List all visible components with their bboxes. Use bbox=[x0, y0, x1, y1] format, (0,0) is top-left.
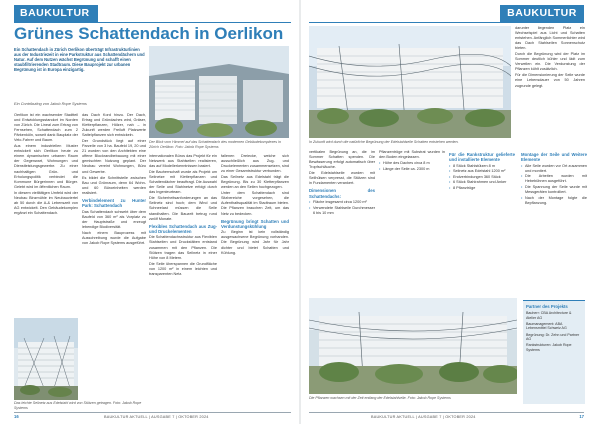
list-item: • Seilnetz aus Edelstahl 1200 m² bbox=[449, 169, 515, 174]
partner-item: Baumanagement: ABA Lebensmittel Schweiz AG bbox=[526, 321, 567, 331]
greenery-photo bbox=[309, 298, 517, 394]
right-page bbox=[301, 0, 600, 424]
list-item: • Die Spannung der Seile wurde mit Messgeräten kontrolliert. bbox=[521, 185, 587, 195]
building-photo-illustration bbox=[309, 26, 511, 138]
list-item: • 8 Pflanztröge bbox=[449, 186, 515, 191]
paragraph: Für die Dimensionierung der Seile wurde eine Lebensdauer von 50 Jahren zugrunde gelegt. bbox=[515, 73, 585, 88]
paragraph: In diesem vielfältigen Umfeld wird der Neubau Binzmühle im Neubauviertel ab 50 durch die A‑& Lebenszeit von AG entwickelt. Den Gebäudekomplex ergänzt ein Schattendach. bbox=[14, 190, 78, 215]
elements-list bbox=[449, 164, 515, 191]
body-column-1 bbox=[14, 113, 78, 217]
page-number: 16 bbox=[14, 414, 19, 419]
paragraph: Die Schattendachsstruktur aus Flexiblen Stahlseilen und Druckstäben entstand zusammen mit den Pflanzen. Die Stützen tragen das Seilnetz in einer Höhe von 8 Metern. bbox=[149, 235, 217, 260]
subheading: Begrünung bringt Schatten und Verdunstungskühlung bbox=[221, 218, 289, 229]
partners-title: Partner des Projekts bbox=[526, 304, 568, 309]
paragraph: das Dach Kord hinzu. Der Dach, Ertrag und Gründaches wird, Gräser, Kletterpflanzen, Hölzer, nah – in Zukunft werden Freiluft Platzwerte Sattelpflanzen sich entwickeln. bbox=[82, 113, 146, 138]
paragraph: Zu Beginn ist kein vollständig ausgewachsene Begrünung vorhanden. Die Begrünung wird Jahr für Jahr dichter und bietet Schatten und Kühlung. bbox=[221, 230, 289, 255]
paragraph: Die Edelstahlseile wurden mit Seilhülsen verpresst, die Stützen sind in Fundamenten verankert. bbox=[309, 171, 375, 186]
structure-photo bbox=[14, 318, 78, 400]
page-footer: BAUKULTUR AKTUELL | AUSGABE 7 | OKTOBER 2024 bbox=[104, 415, 209, 419]
body-column-a bbox=[309, 150, 375, 216]
subheading: Dimensionen des Schattendachs: bbox=[309, 188, 375, 199]
body-column-2 bbox=[82, 113, 146, 247]
aerial-photo-caption: Der Blick vom Himmel auf das Schattendach des modernen Gebäudekomplexes in Zürich Oerlikon. Foto: Jakob Rope Systems bbox=[149, 140, 281, 149]
aerial-photo-illustration bbox=[149, 46, 289, 138]
section-rule bbox=[309, 22, 584, 23]
paragraph: fallenen Dreiecke, welche sich ausschließlich aus Zug- und Druckelementen zusammensetzen, sind zu einer Gesamtstruktur verbunden. bbox=[221, 154, 289, 174]
body-column-right-top bbox=[515, 26, 585, 90]
list-item: • Höhe des Daches circa 8 m bbox=[379, 161, 445, 166]
paragraph: darunter liegenden Platz ein Wechselspiel aus Licht und Schatten entstehen. Anfänglich Sommerlichter wird das Dach Stahlseilen Sonnenschutz bieten. bbox=[515, 26, 585, 51]
list-item: • Endverbindungen 360 Stück bbox=[449, 175, 515, 180]
building-photo-caption: In Zukunft wird durch die natürliche Begrünung der Edelstahlseile Schatten entstehen werden. bbox=[309, 140, 459, 144]
paragraph: Der Grundstück liegt auf einer Parzelle von 3 ha. Baufeld 19, 20 und 21 wurden von den Architekten eine offene Blockrandbebauung mit einer gemischten Nutzung geplant. Der Neubau vereint Wohnungen, Büro und Gewerbe. bbox=[82, 139, 146, 174]
subheading: Montage der Seile und Weitere Elemente bbox=[521, 152, 587, 163]
list-item: • Fläche insgesamt circa 1200 m² bbox=[309, 200, 375, 205]
paragraph: Pflanzentröge mit Substrat wurden in den Boden eingelassen. bbox=[379, 150, 445, 160]
article-headline: Grünes Schattendach in Oerlikon bbox=[14, 24, 284, 43]
structure-photo-illustration bbox=[14, 318, 78, 400]
section-tab: BAUKULTUR bbox=[500, 5, 584, 22]
paragraph: Durch die Begrünung wird der Platz im Sommer deutlich kühler und lädt zum Verweilen ein. Die Verdunstung der Pflanzen kühlt zusätzlich. bbox=[515, 52, 585, 72]
section-rule bbox=[14, 22, 291, 23]
article-credit: Ein Contributing von Jakob Rope Systems bbox=[14, 101, 87, 106]
body-column-4 bbox=[221, 154, 289, 257]
list-item: • Verwendete Stahlseile Durchmesser 6 bis 10 mm bbox=[309, 206, 375, 216]
montage-list bbox=[521, 164, 587, 206]
subheading: Verbindelement zu Hunter Park: Schattendach bbox=[82, 197, 146, 209]
partner-item: Bauherr: CBA Architecture & Atelier AG bbox=[526, 311, 572, 320]
list-item: • Die Arbeiten wurden mit Hebebühnen ausgeführt. bbox=[521, 174, 587, 184]
footer-rule bbox=[14, 412, 291, 413]
body-column-b bbox=[379, 150, 445, 172]
body-column-3 bbox=[149, 154, 217, 278]
paragraph: Nach einem Bauprozess mit Ausschreibung wurde die Aufgabe von Jakob Rope Systems ausgeführt. bbox=[82, 230, 146, 245]
paragraph: Die Seile überspannen die Grundfläche von 1200 m² in einem leichten und transparenten Netz. bbox=[149, 261, 217, 276]
paragraph: Die Sicherheitsanforderungen an das Seilnetz sind hoch; dem Wind und Schneelast müssen die Seile standhalten. Die Bauzeit betrug rund zwölf Monate. bbox=[149, 196, 217, 221]
partner-item: Rankstrukturen: Jakob Rope Systems bbox=[526, 343, 572, 352]
list-item: • Länge der Seile ca. 2300 m bbox=[379, 167, 445, 172]
greenery-photo-illustration bbox=[309, 298, 517, 394]
footer-rule bbox=[309, 412, 584, 413]
greenery-photo-caption: Die Pflanzen wachsen mit der Zeit entlang der Edelstahlseile. Foto: Jakob Rope Systems bbox=[309, 396, 451, 400]
subheading: Für die Rankstruktur gelieferte und installierte Elemente bbox=[449, 152, 515, 163]
paragraph: Es bildet die Schnittstelle zwischen Bau und Grünraum, denn 64 Wohn‑ und 60 Büroeinheiten werden realisiert. bbox=[82, 175, 146, 195]
partner-item: Begrünung: Dr. Zehn und Partner AG bbox=[526, 332, 580, 342]
aerial-photo bbox=[149, 46, 289, 138]
paragraph: Das Seilnetz aus Edelstahl trägt die Begrünung. Bis zu 30 Kletterpflanzen werden an den Seilen hochgezogen. bbox=[221, 175, 289, 190]
page-number: 17 bbox=[579, 414, 584, 419]
list-item: • 6 Stück Stahlrahmen und Anker bbox=[449, 180, 515, 185]
left-page bbox=[0, 0, 299, 424]
paragraph: Aus einem industriellen Muster entwickelt sich Oerlikon heute zu einem dynamischen urbanen Raum der Gegenwart, Wohnungen und Dienstleistungsgewerbe. Zu einer nachhaltigen Grün‑ und Erholungspolitik verbindet die Kommune Bürgerinnen und Bürger. Gelebt wird im öffentlichen Raum. bbox=[14, 144, 78, 189]
list-item: • Alle Seile wurden vor Ort zusammen und montiert. bbox=[521, 164, 587, 174]
paragraph: Oerlikon ist ein wachsender Stadtteil und Entwicklungsstandort im Norden von Zürich. Die Lineal zum Ertrag von Fernsehen, Schattendach zum 2 Pärkenköln, soweit dank Bauplatz der Velo‑Fahrer und Baum. bbox=[14, 113, 78, 143]
paragraph: Das Schattendach schwebt über dem Baufeld von 360 m² als Vorplatz zu der Hauptstraße und erzeugt lebendige Biodiversität. bbox=[82, 209, 146, 229]
subheading: Flexibles Schattendach aus Zug- und Druckelementen bbox=[149, 223, 217, 235]
dimensions-list bbox=[309, 200, 375, 216]
list-item: • Nach der Montage folgte die Bepflanzung. bbox=[521, 196, 587, 206]
body-column-d bbox=[521, 150, 587, 206]
building-photo bbox=[309, 26, 511, 138]
paragraph: internationalen Büros das Projekt für ein Netzwerk aus Stahlseilen realisieren, das auf Modellerkenntnissen basiert. bbox=[149, 154, 217, 169]
paragraph: Die Bauherrschaft wurde als Projekt um Seilnetze mit Kletterpflanzen und Schattendächer beauftragt. Die Auswahl der Seile und Stahlnetze erfolgt durch das Ingenieurteam. bbox=[149, 170, 217, 195]
structure-photo-caption: Das leichte Seilnetz aus Edelstahl wird von Stützen getragen. Foto: Jakob Rope Systems bbox=[14, 401, 142, 410]
body-column-c bbox=[449, 150, 515, 192]
article-lead: Ein Schattendach in Zürich Oerlikon überträgt Infrastrukturlinien aus der Industriezeit in eine Parkstruktur aus Schattendächern und Natur. Auf dem Nutzen wächst Begrünung und schafft einen staubfiltrierenden Stadtraum. Diese Bauprojekt zur urbanen Begrünung ist in Europa einzigartig. bbox=[14, 47, 145, 73]
partners-box bbox=[523, 300, 585, 404]
paragraph: vertikalen Begrünung an, die im Sommer Schatten spenden. Die Bewässerung erfolgt automatisch über Tropfschläuche. bbox=[309, 150, 375, 170]
list-item: • 8 Stück Stahlstützen 8 m bbox=[449, 164, 515, 169]
page-footer: BAUKULTUR AKTUELL | AUSGABE 7 | OKTOBER 2024 bbox=[371, 415, 476, 419]
section-tab: BAUKULTUR bbox=[14, 5, 98, 22]
top-list bbox=[379, 161, 445, 172]
paragraph: Unter dem Schattendach sind Sitzbereiche vorgesehen, die Aufenthaltsqualität im Stadtraum bieten. Die Pflanzen brauchen Zeit, um das Netz zu bedecken. bbox=[221, 191, 289, 216]
